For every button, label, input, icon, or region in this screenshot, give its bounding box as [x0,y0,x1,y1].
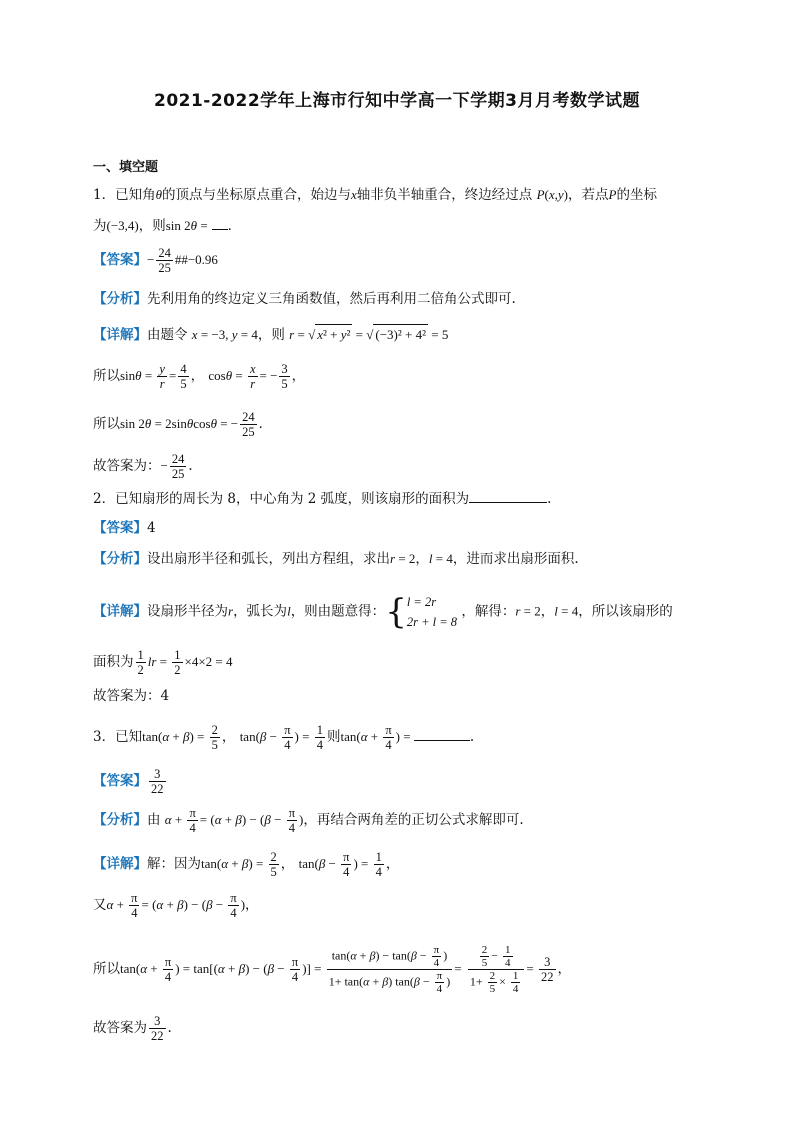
q3-analysis: 【分析】由 α + $\frac{\pi}{4}$ = (α + β) − (β − $\frac{\pi}{4}$ )，再结合两角差的正切公式求解即可. [93,806,524,835]
q1-so-sin-cos: 所以sinθ = $\frac{y}{r}$ = $\frac{4}{5}$ ， cosθ = $\frac{x}{r}$ = − $\frac{3}{5}$ ， [93,362,306,391]
q3-so-formula: 所以tan(α + $\frac{\pi}{4}$ ) = tan[(α + β) − (β − $\frac{\pi}{4}$ )] = tan(α + β) − tan(β − $\frac{\pi}{4}$ ) 1+ tan(α + β) tan(β − $\frac{\pi}{4}$ ) = $\frac{2}{5}$ − $\frac{1}{4}$ 1+ $\frac{2}{5}$ × $\frac{1}{4}$ = $\frac{3}{22}$ ， [93,944,571,995]
q3-also: 又α + $\frac{\pi}{4}$ = (α + β) − (β − $\frac{\pi}{4}$ )， [93,891,259,920]
q3-stem: 3．已知tan(α + β) = $\frac{2}{5}$ ， tan(β − $\frac{\pi}{4}$ ) = $\frac{1}{4}$ 则tan(α + $\frac{\pi}{4}$ ) = . [93,723,475,752]
q1-stem-line1: 1．已知角θ的顶点与坐标原点重合，始边与x轴非负半轴重合，终边经过点 P(x,y)，若点P的坐标 [93,187,657,203]
q1-detail: 【详解】由题令 x = −3, y = 4，则 r = √ x² + y² = √ (−3)² + 4² = 5 [93,324,448,345]
q1-answer: 【答案】− $\frac{24}{25}$ ##−0.96 [93,246,218,275]
q2-detail: 【详解】设扇形半径为r，弧长为l，则由题意得：{ l = 2r 2r + l = 8 ，解得：r = 2，l = 4，所以该扇形的 [93,592,673,632]
q2-stem: 2．已知扇形的周长为 8，中心角为 2 弧度，则该扇形的面积为 . [93,491,552,507]
q1-final: 故答案为：− $\frac{24}{25}$ . [93,452,193,481]
q3-answer: 【答案】 $\frac{3}{22}$ [93,767,164,796]
q3-final: 故答案为 $\frac{3}{22}$ . [93,1014,172,1043]
q1-so-sin2: 所以sin 2θ = 2sinθcosθ = − $\frac{24}{25}$ ． [93,410,273,439]
q2-area: 面积为 $\frac{1}{2}$ lr = $\frac{1}{2}$ ×4×2 = 4 [93,648,233,677]
section-heading: 一、填空题 [93,160,159,175]
q2-answer: 【答案】4 [93,520,156,536]
q2-analysis: 【分析】设出扇形半径和弧长，列出方程组，求出r = 2，l = 4，进而求出扇形面积. [93,551,579,567]
q1-analysis: 【分析】先利用角的终边定义三角函数值，然后再利用二倍角公式即可. [93,291,516,307]
q2-final: 故答案为：4 [93,688,170,704]
q3-detail: 【详解】解：因为tan(α + β) = $\frac{2}{5}$ ， tan(β − $\frac{\pi}{4}$ ) = $\frac{1}{4}$ ， [93,850,400,879]
document-title: 2021-2022学年上海市行知中学高一下学期3月月考数学试题 [153,91,640,111]
q1-stem-line2: 为(−3,4)，则sin 2θ = ． [93,218,242,234]
